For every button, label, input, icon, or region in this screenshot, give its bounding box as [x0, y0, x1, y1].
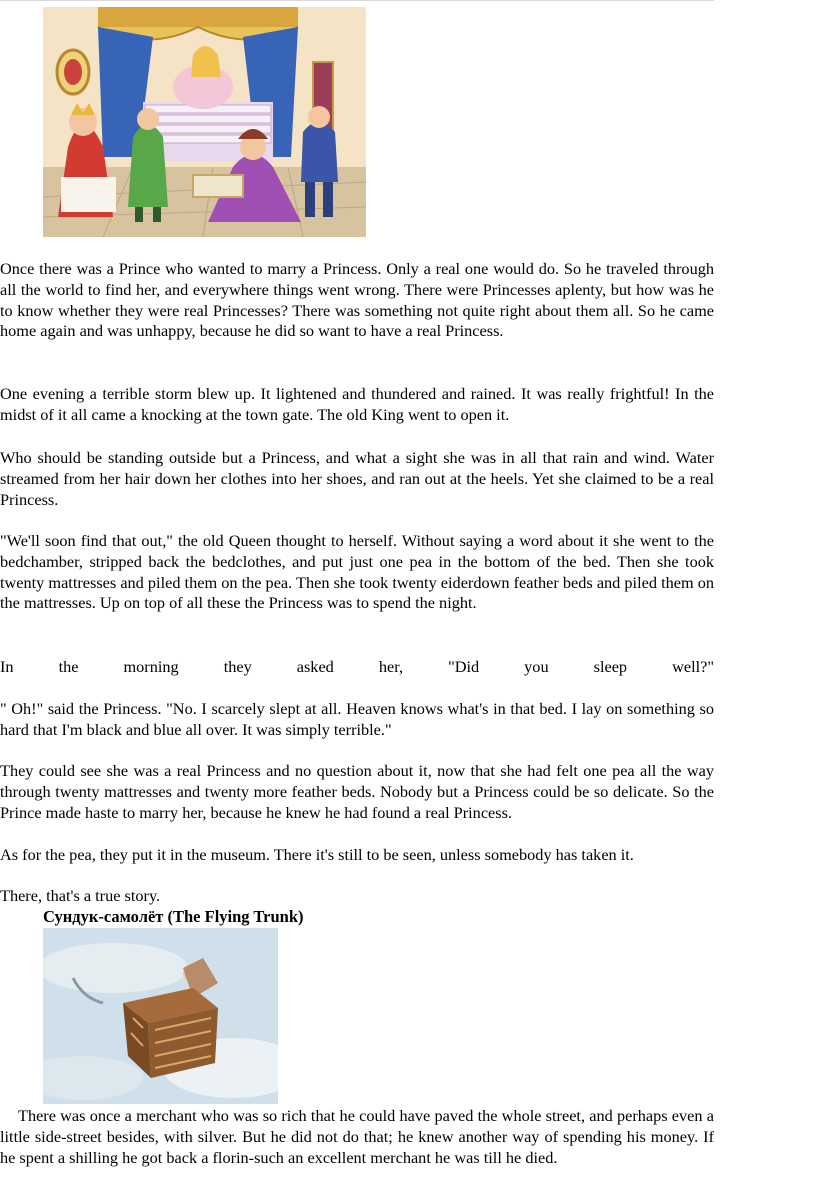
story-paragraph-9: There, that's a true story.: [0, 886, 161, 905]
story-paragraph-8: As for the pea, they put it in the museum. There it's still to be seen, unless somebody has taken it.: [0, 845, 634, 864]
top-rule: [0, 0, 714, 1]
flying-trunk-illustration: [43, 928, 278, 1104]
story-paragraph-1: Once there was a Prince who wanted to marry a Princess. Only a real one would do. So he traveled through all the world to find her, and everywhere things went wrong. There were Princesses aplenty, but how was he to know whether they were real Princesses? There was something not quite right about them all. So he came home again and was unhappy, because he did so want to have a real Princess.: [0, 259, 714, 341]
story-title: Сундук-самолёт (The Flying Trunk): [43, 907, 304, 926]
story2-paragraph-1: There was once a merchant who was so rich that he could have paved the whole street, and perhaps even a little side-street besides, with silver. But he did not do that; he knew another way of spending his money. If he spent a shilling he got back a florin-such an excellent merchant he was till he died.: [0, 1106, 714, 1167]
bedroom-scene-illustration: [43, 7, 366, 237]
story-paragraph-2: One evening a terrible storm blew up. It lightened and thundered and rained. It was really frightful! In the midst of it all came a knocking at the town gate. The old King went to open it.: [0, 384, 714, 424]
princess-bedroom-drawing: [43, 7, 366, 237]
story-paragraph-6: " Oh!" said the Princess. "No. I scarcely slept at all. Heaven knows what's in that bed. I lay on something so hard that I'm black and blue all over. It was simply terrible.": [0, 699, 714, 739]
story-paragraph-4: "We'll soon find that out," the old Queen thought to herself. Without saying a word about it she went to the bedchamber, stripped back the bedclothes, and put just one pea in the bottom of the bed. Then she took twenty mattresses and piled them on the pea. Then she took twenty eiderdown feather beds and piled them on the mattresses. Up on top of all these the Princess was to spend the night.: [0, 531, 714, 613]
story-paragraph-3: Who should be standing outside but a Princess, and what a sight she was in all that rain and wind. Water streamed from her hair down her clothes into her shoes, and ran out at the heels. Yet she claimed to be a real Princess.: [0, 448, 714, 509]
flying-trunk-drawing: [43, 928, 278, 1104]
story-paragraph-7: They could see she was a real Princess and no question about it, now that she had felt one pea all the way through twenty mattresses and twenty more feather beds. Nobody but a Princess could be so delicate. So the Prince made haste to marry her, because he knew he had found a real Princess.: [0, 761, 714, 822]
story-paragraph-5: In the morning they asked her, "Did you sleep well?": [0, 657, 714, 676]
